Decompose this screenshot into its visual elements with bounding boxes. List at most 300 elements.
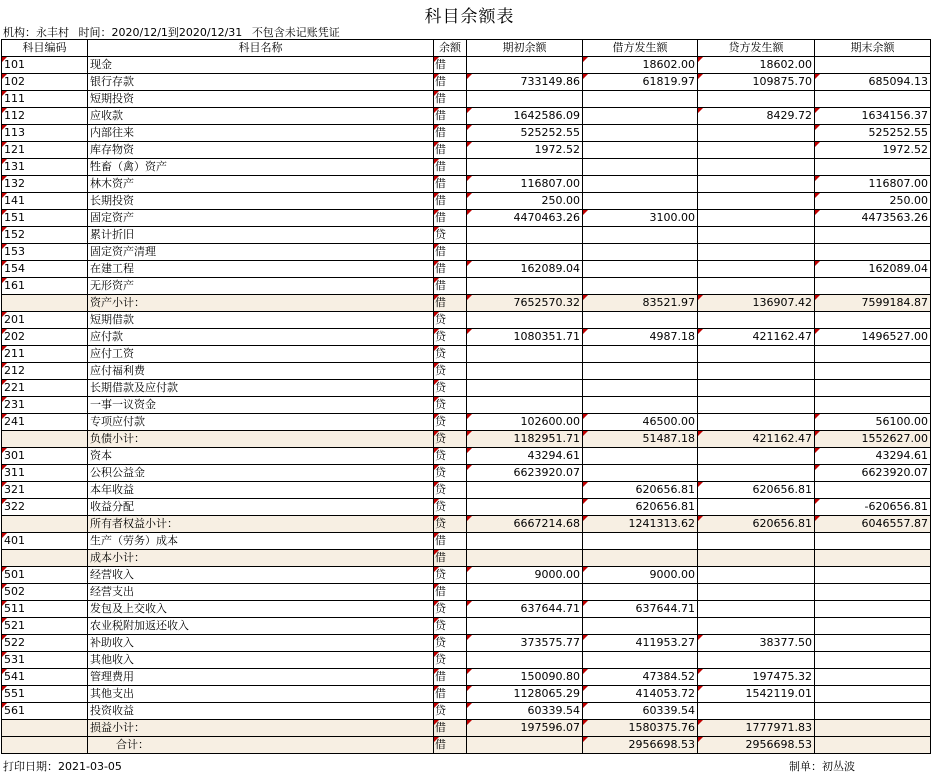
cell-debit: 620656.81 [583, 499, 698, 516]
cell-credit [698, 159, 815, 176]
table-row [2, 533, 931, 550]
cell-direction: 贷 [434, 499, 467, 516]
cell-credit [698, 210, 815, 227]
cell-direction: 贷 [434, 363, 467, 380]
cell-credit: 8429.72 [698, 108, 815, 125]
cell-debit: 61819.97 [583, 74, 698, 91]
cell-credit [698, 244, 815, 261]
org-label: 机构：永丰村 [3, 26, 69, 39]
table-row [2, 261, 931, 278]
cell-code [2, 737, 88, 754]
cell-direction: 贷 [434, 482, 467, 499]
cell-opening-balance: 162089.04 [467, 261, 583, 278]
cell-credit [698, 652, 815, 669]
table-row [2, 669, 931, 686]
cell-code: 131 [2, 159, 88, 176]
cell-debit [583, 193, 698, 210]
table-row [2, 686, 931, 703]
cell-opening-balance [467, 533, 583, 550]
header-direction: 余额 [434, 40, 467, 57]
cell-opening-balance [467, 737, 583, 754]
cell-code [2, 550, 88, 567]
cell-debit [583, 261, 698, 278]
cell-code: 401 [2, 533, 88, 550]
cell-direction: 贷 [434, 618, 467, 635]
table-row [2, 584, 931, 601]
cell-name: 所有者权益小计： [88, 516, 434, 533]
cell-direction: 借 [434, 91, 467, 108]
cell-debit [583, 550, 698, 567]
table-row [2, 618, 931, 635]
header-closing-balance: 期末余额 [815, 40, 931, 57]
cell-direction: 借 [434, 176, 467, 193]
header-row [2, 40, 931, 57]
cell-credit [698, 176, 815, 193]
cell-closing-balance [815, 278, 931, 295]
cell-closing-balance: 1972.52 [815, 142, 931, 159]
cell-closing-balance: 4473563.26 [815, 210, 931, 227]
print-date: 打印日期：2021-03-05 [3, 760, 122, 773]
subtotal-row [2, 295, 931, 312]
cell-name: 短期投资 [88, 91, 434, 108]
cell-closing-balance [815, 737, 931, 754]
cell-credit [698, 584, 815, 601]
cell-code: 501 [2, 567, 88, 584]
cell-debit [583, 244, 698, 261]
cell-name: 负债小计： [88, 431, 434, 448]
cell-closing-balance [815, 482, 931, 499]
cell-closing-balance: 525252.55 [815, 125, 931, 142]
cell-direction: 借 [434, 295, 467, 312]
cell-name: 应付工资 [88, 346, 434, 363]
cell-credit: 136907.42 [698, 295, 815, 312]
cell-opening-balance: 1972.52 [467, 142, 583, 159]
cell-closing-balance [815, 652, 931, 669]
table-row [2, 482, 931, 499]
cell-direction: 贷 [434, 601, 467, 618]
cell-credit: 197475.32 [698, 669, 815, 686]
cell-name: 其他支出 [88, 686, 434, 703]
cell-closing-balance [815, 91, 931, 108]
cell-closing-balance [815, 397, 931, 414]
cell-debit [583, 159, 698, 176]
cell-opening-balance: 250.00 [467, 193, 583, 210]
subtotal-row [2, 720, 931, 737]
cell-debit [583, 108, 698, 125]
cell-opening-balance [467, 244, 583, 261]
cell-code: 561 [2, 703, 88, 720]
cell-closing-balance [815, 380, 931, 397]
cell-opening-balance [467, 312, 583, 329]
cell-credit [698, 550, 815, 567]
cell-direction: 借 [434, 278, 467, 295]
cell-name: 累计折旧 [88, 227, 434, 244]
cell-name: 损益小计： [88, 720, 434, 737]
cell-direction: 贷 [434, 516, 467, 533]
cell-credit [698, 227, 815, 244]
cell-direction: 借 [434, 550, 467, 567]
cell-closing-balance [815, 363, 931, 380]
cell-closing-balance: -620656.81 [815, 499, 931, 516]
cell-opening-balance [467, 499, 583, 516]
cell-direction: 借 [434, 193, 467, 210]
cell-opening-balance: 373575.77 [467, 635, 583, 652]
cell-opening-balance [467, 652, 583, 669]
cell-direction: 借 [434, 108, 467, 125]
period-label: 时间：2020/12/1到2020/12/31 [78, 26, 243, 39]
cell-direction: 借 [434, 74, 467, 91]
cell-opening-balance [467, 227, 583, 244]
cell-closing-balance: 7599184.87 [815, 295, 931, 312]
cell-credit [698, 261, 815, 278]
cell-opening-balance: 150090.80 [467, 669, 583, 686]
cell-credit [698, 601, 815, 618]
cell-code: 522 [2, 635, 88, 652]
table-row [2, 193, 931, 210]
cell-code: 113 [2, 125, 88, 142]
table-row [2, 465, 931, 482]
cell-credit [698, 397, 815, 414]
cell-name: 经营支出 [88, 584, 434, 601]
cell-opening-balance: 1128065.29 [467, 686, 583, 703]
cell-closing-balance [815, 618, 931, 635]
cell-debit: 411953.27 [583, 635, 698, 652]
cell-debit [583, 312, 698, 329]
cell-debit: 9000.00 [583, 567, 698, 584]
cell-code: 161 [2, 278, 88, 295]
cell-code: 154 [2, 261, 88, 278]
cell-direction: 贷 [434, 397, 467, 414]
cell-debit [583, 652, 698, 669]
cell-code: 241 [2, 414, 88, 431]
table-row [2, 278, 931, 295]
cell-direction: 贷 [434, 431, 467, 448]
cell-direction: 借 [434, 584, 467, 601]
cell-closing-balance: 1496527.00 [815, 329, 931, 346]
cell-closing-balance: 56100.00 [815, 414, 931, 431]
cell-code: 301 [2, 448, 88, 465]
cell-name: 应付福利费 [88, 363, 434, 380]
cell-opening-balance: 9000.00 [467, 567, 583, 584]
cell-opening-balance [467, 584, 583, 601]
cell-direction: 贷 [434, 567, 467, 584]
balance-table [1, 39, 931, 754]
subtotal-row [2, 516, 931, 533]
cell-credit [698, 91, 815, 108]
cell-opening-balance: 6667214.68 [467, 516, 583, 533]
cell-opening-balance: 733149.86 [467, 74, 583, 91]
cell-opening-balance [467, 159, 583, 176]
cell-debit: 47384.52 [583, 669, 698, 686]
cell-closing-balance [815, 686, 931, 703]
cell-credit [698, 278, 815, 295]
cell-direction: 借 [434, 159, 467, 176]
cell-credit: 18602.00 [698, 57, 815, 74]
cell-debit: 18602.00 [583, 57, 698, 74]
table-row [2, 91, 931, 108]
cell-direction: 借 [434, 57, 467, 74]
cell-opening-balance: 4470463.26 [467, 210, 583, 227]
cell-code: 531 [2, 652, 88, 669]
cell-code: 541 [2, 669, 88, 686]
cell-name: 管理费用 [88, 669, 434, 686]
cell-code: 152 [2, 227, 88, 244]
cell-credit: 421162.47 [698, 431, 815, 448]
cell-credit [698, 312, 815, 329]
cell-debit: 46500.00 [583, 414, 698, 431]
cell-direction: 借 [434, 125, 467, 142]
cell-name: 银行存款 [88, 74, 434, 91]
cell-code: 151 [2, 210, 88, 227]
cell-direction: 贷 [434, 652, 467, 669]
cell-closing-balance [815, 703, 931, 720]
cell-name: 内部往来 [88, 125, 434, 142]
cell-name: 应付款 [88, 329, 434, 346]
cell-closing-balance [815, 550, 931, 567]
cell-direction: 贷 [434, 635, 467, 652]
cell-closing-balance [815, 567, 931, 584]
cell-code: 112 [2, 108, 88, 125]
report-meta [3, 24, 346, 40]
cell-debit [583, 176, 698, 193]
header-credit: 贷方发生额 [698, 40, 815, 57]
cell-debit [583, 363, 698, 380]
cell-credit: 620656.81 [698, 516, 815, 533]
cell-code: 111 [2, 91, 88, 108]
cell-code: 502 [2, 584, 88, 601]
cell-debit: 2956698.53 [583, 737, 698, 754]
subtotal-row [2, 550, 931, 567]
cell-credit [698, 703, 815, 720]
cell-debit [583, 448, 698, 465]
cell-opening-balance [467, 397, 583, 414]
cell-opening-balance [467, 618, 583, 635]
cell-debit: 83521.97 [583, 295, 698, 312]
table-row [2, 74, 931, 91]
cell-credit [698, 414, 815, 431]
table-row [2, 57, 931, 74]
cell-name: 无形资产 [88, 278, 434, 295]
table-row [2, 125, 931, 142]
cell-code [2, 295, 88, 312]
cell-code [2, 431, 88, 448]
cell-opening-balance: 1080351.71 [467, 329, 583, 346]
cell-credit: 1777971.83 [698, 720, 815, 737]
cell-name: 投资收益 [88, 703, 434, 720]
cell-direction: 贷 [434, 227, 467, 244]
cell-closing-balance [815, 601, 931, 618]
table-row [2, 159, 931, 176]
cell-debit: 60339.54 [583, 703, 698, 720]
cell-code: 521 [2, 618, 88, 635]
cell-debit: 4987.18 [583, 329, 698, 346]
cell-code: 511 [2, 601, 88, 618]
cell-debit [583, 465, 698, 482]
cell-name: 经营收入 [88, 567, 434, 584]
cell-opening-balance: 7652570.32 [467, 295, 583, 312]
cell-debit: 51487.18 [583, 431, 698, 448]
cell-name: 短期借款 [88, 312, 434, 329]
cell-direction: 贷 [434, 329, 467, 346]
cell-name: 现金 [88, 57, 434, 74]
table-row [2, 635, 931, 652]
cell-name: 发包及上交收入 [88, 601, 434, 618]
cell-code [2, 516, 88, 533]
cell-debit [583, 584, 698, 601]
cell-code: 231 [2, 397, 88, 414]
cell-credit [698, 448, 815, 465]
cell-credit [698, 567, 815, 584]
cell-direction: 贷 [434, 448, 467, 465]
cell-code: 321 [2, 482, 88, 499]
cell-direction: 借 [434, 142, 467, 159]
header-opening-balance: 期初余额 [467, 40, 583, 57]
cell-opening-balance [467, 346, 583, 363]
cell-opening-balance [467, 363, 583, 380]
cell-closing-balance: 6046557.87 [815, 516, 931, 533]
cell-name: 牲畜（禽）资产 [88, 159, 434, 176]
cell-credit [698, 193, 815, 210]
table-row [2, 363, 931, 380]
cell-debit [583, 346, 698, 363]
note-label: 不包含未记账凭证 [251, 26, 340, 39]
cell-opening-balance: 637644.71 [467, 601, 583, 618]
cell-closing-balance: 250.00 [815, 193, 931, 210]
table-row [2, 397, 931, 414]
cell-direction: 贷 [434, 703, 467, 720]
cell-debit [583, 278, 698, 295]
cell-closing-balance: 116807.00 [815, 176, 931, 193]
cell-closing-balance [815, 312, 931, 329]
cell-opening-balance [467, 482, 583, 499]
cell-debit [583, 397, 698, 414]
cell-debit [583, 380, 698, 397]
header-code: 科目编码 [2, 40, 88, 57]
cell-opening-balance: 102600.00 [467, 414, 583, 431]
cell-debit: 1241313.62 [583, 516, 698, 533]
cell-debit [583, 142, 698, 159]
cell-closing-balance [815, 159, 931, 176]
cell-closing-balance [815, 584, 931, 601]
cell-debit [583, 125, 698, 142]
cell-debit [583, 91, 698, 108]
cell-credit [698, 380, 815, 397]
cell-code: 121 [2, 142, 88, 159]
table-row [2, 601, 931, 618]
table-row [2, 567, 931, 584]
cell-opening-balance: 525252.55 [467, 125, 583, 142]
table-row [2, 210, 931, 227]
cell-direction: 贷 [434, 312, 467, 329]
table-row [2, 703, 931, 720]
cell-name: 补助收入 [88, 635, 434, 652]
cell-code: 153 [2, 244, 88, 261]
cell-closing-balance [815, 635, 931, 652]
cell-name: 本年收益 [88, 482, 434, 499]
cell-credit [698, 533, 815, 550]
cell-name: 收益分配 [88, 499, 434, 516]
cell-credit: 2956698.53 [698, 737, 815, 754]
cell-direction: 借 [434, 533, 467, 550]
cell-name: 农业税附加返还收入 [88, 618, 434, 635]
cell-opening-balance [467, 550, 583, 567]
cell-credit [698, 346, 815, 363]
cell-debit: 3100.00 [583, 210, 698, 227]
cell-debit [583, 618, 698, 635]
cell-direction: 借 [434, 720, 467, 737]
cell-code: 211 [2, 346, 88, 363]
cell-opening-balance: 43294.61 [467, 448, 583, 465]
cell-closing-balance: 1634156.37 [815, 108, 931, 125]
cell-closing-balance [815, 227, 931, 244]
cell-opening-balance: 197596.07 [467, 720, 583, 737]
cell-code: 102 [2, 74, 88, 91]
cell-name: 公积公益金 [88, 465, 434, 482]
cell-name: 资产小计： [88, 295, 434, 312]
cell-name: 专项应付款 [88, 414, 434, 431]
cell-code: 212 [2, 363, 88, 380]
cell-credit [698, 465, 815, 482]
cell-name: 长期借款及应付款 [88, 380, 434, 397]
cell-direction: 借 [434, 244, 467, 261]
cell-name: 长期投资 [88, 193, 434, 210]
cell-opening-balance: 6623920.07 [467, 465, 583, 482]
cell-direction: 贷 [434, 465, 467, 482]
table-row [2, 108, 931, 125]
cell-credit: 620656.81 [698, 482, 815, 499]
table-row [2, 414, 931, 431]
cell-debit: 620656.81 [583, 482, 698, 499]
cell-name: 库存物资 [88, 142, 434, 159]
cell-name: 合计： [88, 737, 434, 754]
table-row [2, 346, 931, 363]
cell-closing-balance [815, 669, 931, 686]
cell-closing-balance: 162089.04 [815, 261, 931, 278]
cell-direction: 借 [434, 669, 467, 686]
table-row [2, 227, 931, 244]
cell-closing-balance: 6623920.07 [815, 465, 931, 482]
table-body [2, 57, 931, 754]
cell-direction: 借 [434, 686, 467, 703]
header-name: 科目名称 [88, 40, 434, 57]
cell-name: 成本小计： [88, 550, 434, 567]
cell-credit: 421162.47 [698, 329, 815, 346]
cell-direction: 借 [434, 737, 467, 754]
cell-name: 在建工程 [88, 261, 434, 278]
header-debit: 借方发生额 [583, 40, 698, 57]
cell-direction: 贷 [434, 346, 467, 363]
cell-code: 101 [2, 57, 88, 74]
cell-name: 固定资产 [88, 210, 434, 227]
report-title: 科目余额表 [424, 7, 515, 27]
cell-credit [698, 499, 815, 516]
subtotal-row [2, 431, 931, 448]
cell-credit: 109875.70 [698, 74, 815, 91]
cell-name: 固定资产清理 [88, 244, 434, 261]
maker-label: 制单：初丛波 [789, 760, 855, 773]
cell-direction: 借 [434, 261, 467, 278]
cell-credit [698, 363, 815, 380]
cell-direction: 贷 [434, 414, 467, 431]
cell-closing-balance [815, 720, 931, 737]
cell-name: 生产（劳务）成本 [88, 533, 434, 550]
cell-closing-balance: 43294.61 [815, 448, 931, 465]
cell-credit [698, 142, 815, 159]
cell-credit: 38377.50 [698, 635, 815, 652]
table-row [2, 142, 931, 159]
cell-code: 322 [2, 499, 88, 516]
cell-credit [698, 125, 815, 142]
